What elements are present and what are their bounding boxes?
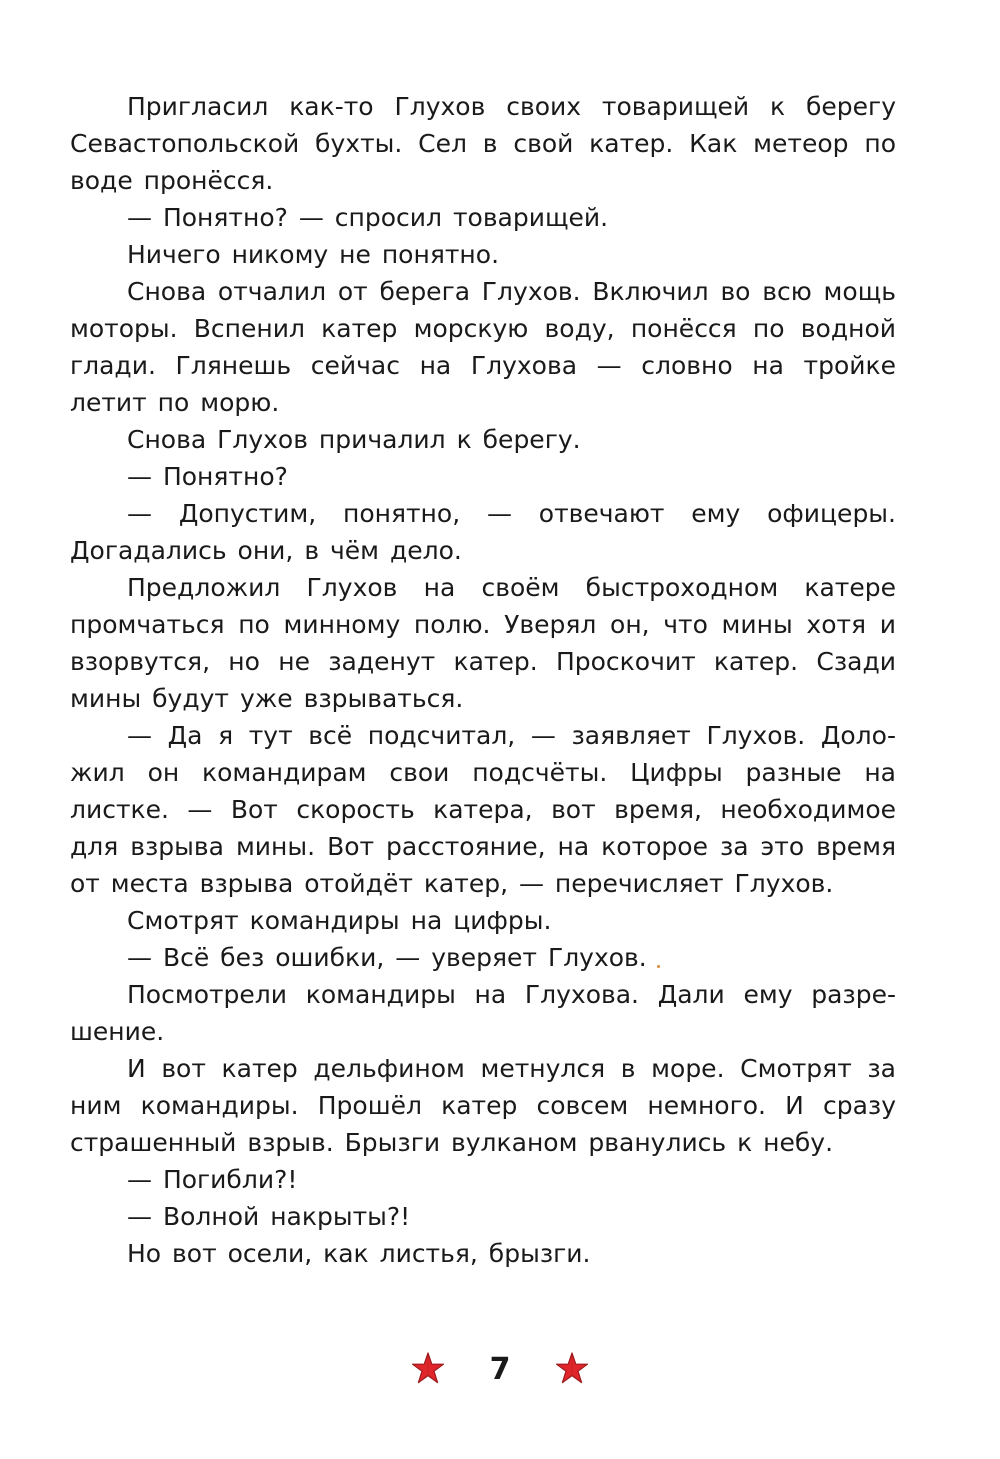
paragraph-2: — Понятно? — спросил товарищей. <box>127 203 609 232</box>
paragraph-4: Снова отчалил от берега Глухов. Включил во всю мощь моторы. Вспенил катер морскую воду, понёсся по водной глади. Глянешь сейчас на Глухова — словно на тройке летит по морю. <box>70 277 896 417</box>
paragraph-15: — Волной накрыты?! <box>127 1202 411 1231</box>
print-speck <box>657 965 660 968</box>
paragraph-1: Пригласил как-то Глухов своих товарищей к берегу Севастопольской бухты. Сел в свой катер. Как метеор по воде пронёсся. <box>70 92 896 195</box>
paragraph-3: Ничего никому не понятно. <box>127 240 500 269</box>
paragraph-8: Предложил Глухов на своём быстроходном катере промчаться по минному полю. Уверял он, что мины хотя и взорвутся, но не заденут катер. Проскочит катер. Сзади мины будут уже взрываться. <box>70 573 896 713</box>
star-icon <box>554 1351 590 1387</box>
paragraph-10: Смотрят командиры на цифры. <box>127 906 552 935</box>
paragraph-11: — Всё без ошибки, — уверяет Глухов. <box>127 943 647 972</box>
paragraph-12: Посмотрели командиры на Глухова. Дали ему разрешение. <box>70 980 896 1046</box>
paragraph-16: Но вот осели, как листья, брызги. <box>127 1239 591 1268</box>
star-icon <box>410 1351 446 1387</box>
paragraph-7: — Допустим, понятно, — отвечают ему офицеры. Догадались они, в чём дело. <box>70 499 896 565</box>
paragraph-6: — Понятно? <box>127 462 288 491</box>
page-text <box>70 88 896 1272</box>
paragraph-14: — Погибли?! <box>127 1165 298 1194</box>
paragraph-9: — Да я тут всё подсчитал, — заявляет Глухов. Доложил он командирам свои подсчёты. Цифры разные на листке. — Вот скорость катера, вот время, необходимое для взрыва мины. Вот расстояние, на которое за это время от места взрыва отойдёт катер, — перечисляет Глухов. <box>70 721 896 898</box>
page-number: 7 <box>489 1351 511 1387</box>
page-footer <box>0 1345 1000 1393</box>
paragraph-13: И вот катер дельфином метнулся в море. Смотрят за ним командиры. Прошёл катер совсем немного. И сразу страшенный взрыв. Брызги вулканом рванулись к небу. <box>70 1054 896 1157</box>
paragraph-5: Снова Глухов причалил к берегу. <box>127 425 581 454</box>
